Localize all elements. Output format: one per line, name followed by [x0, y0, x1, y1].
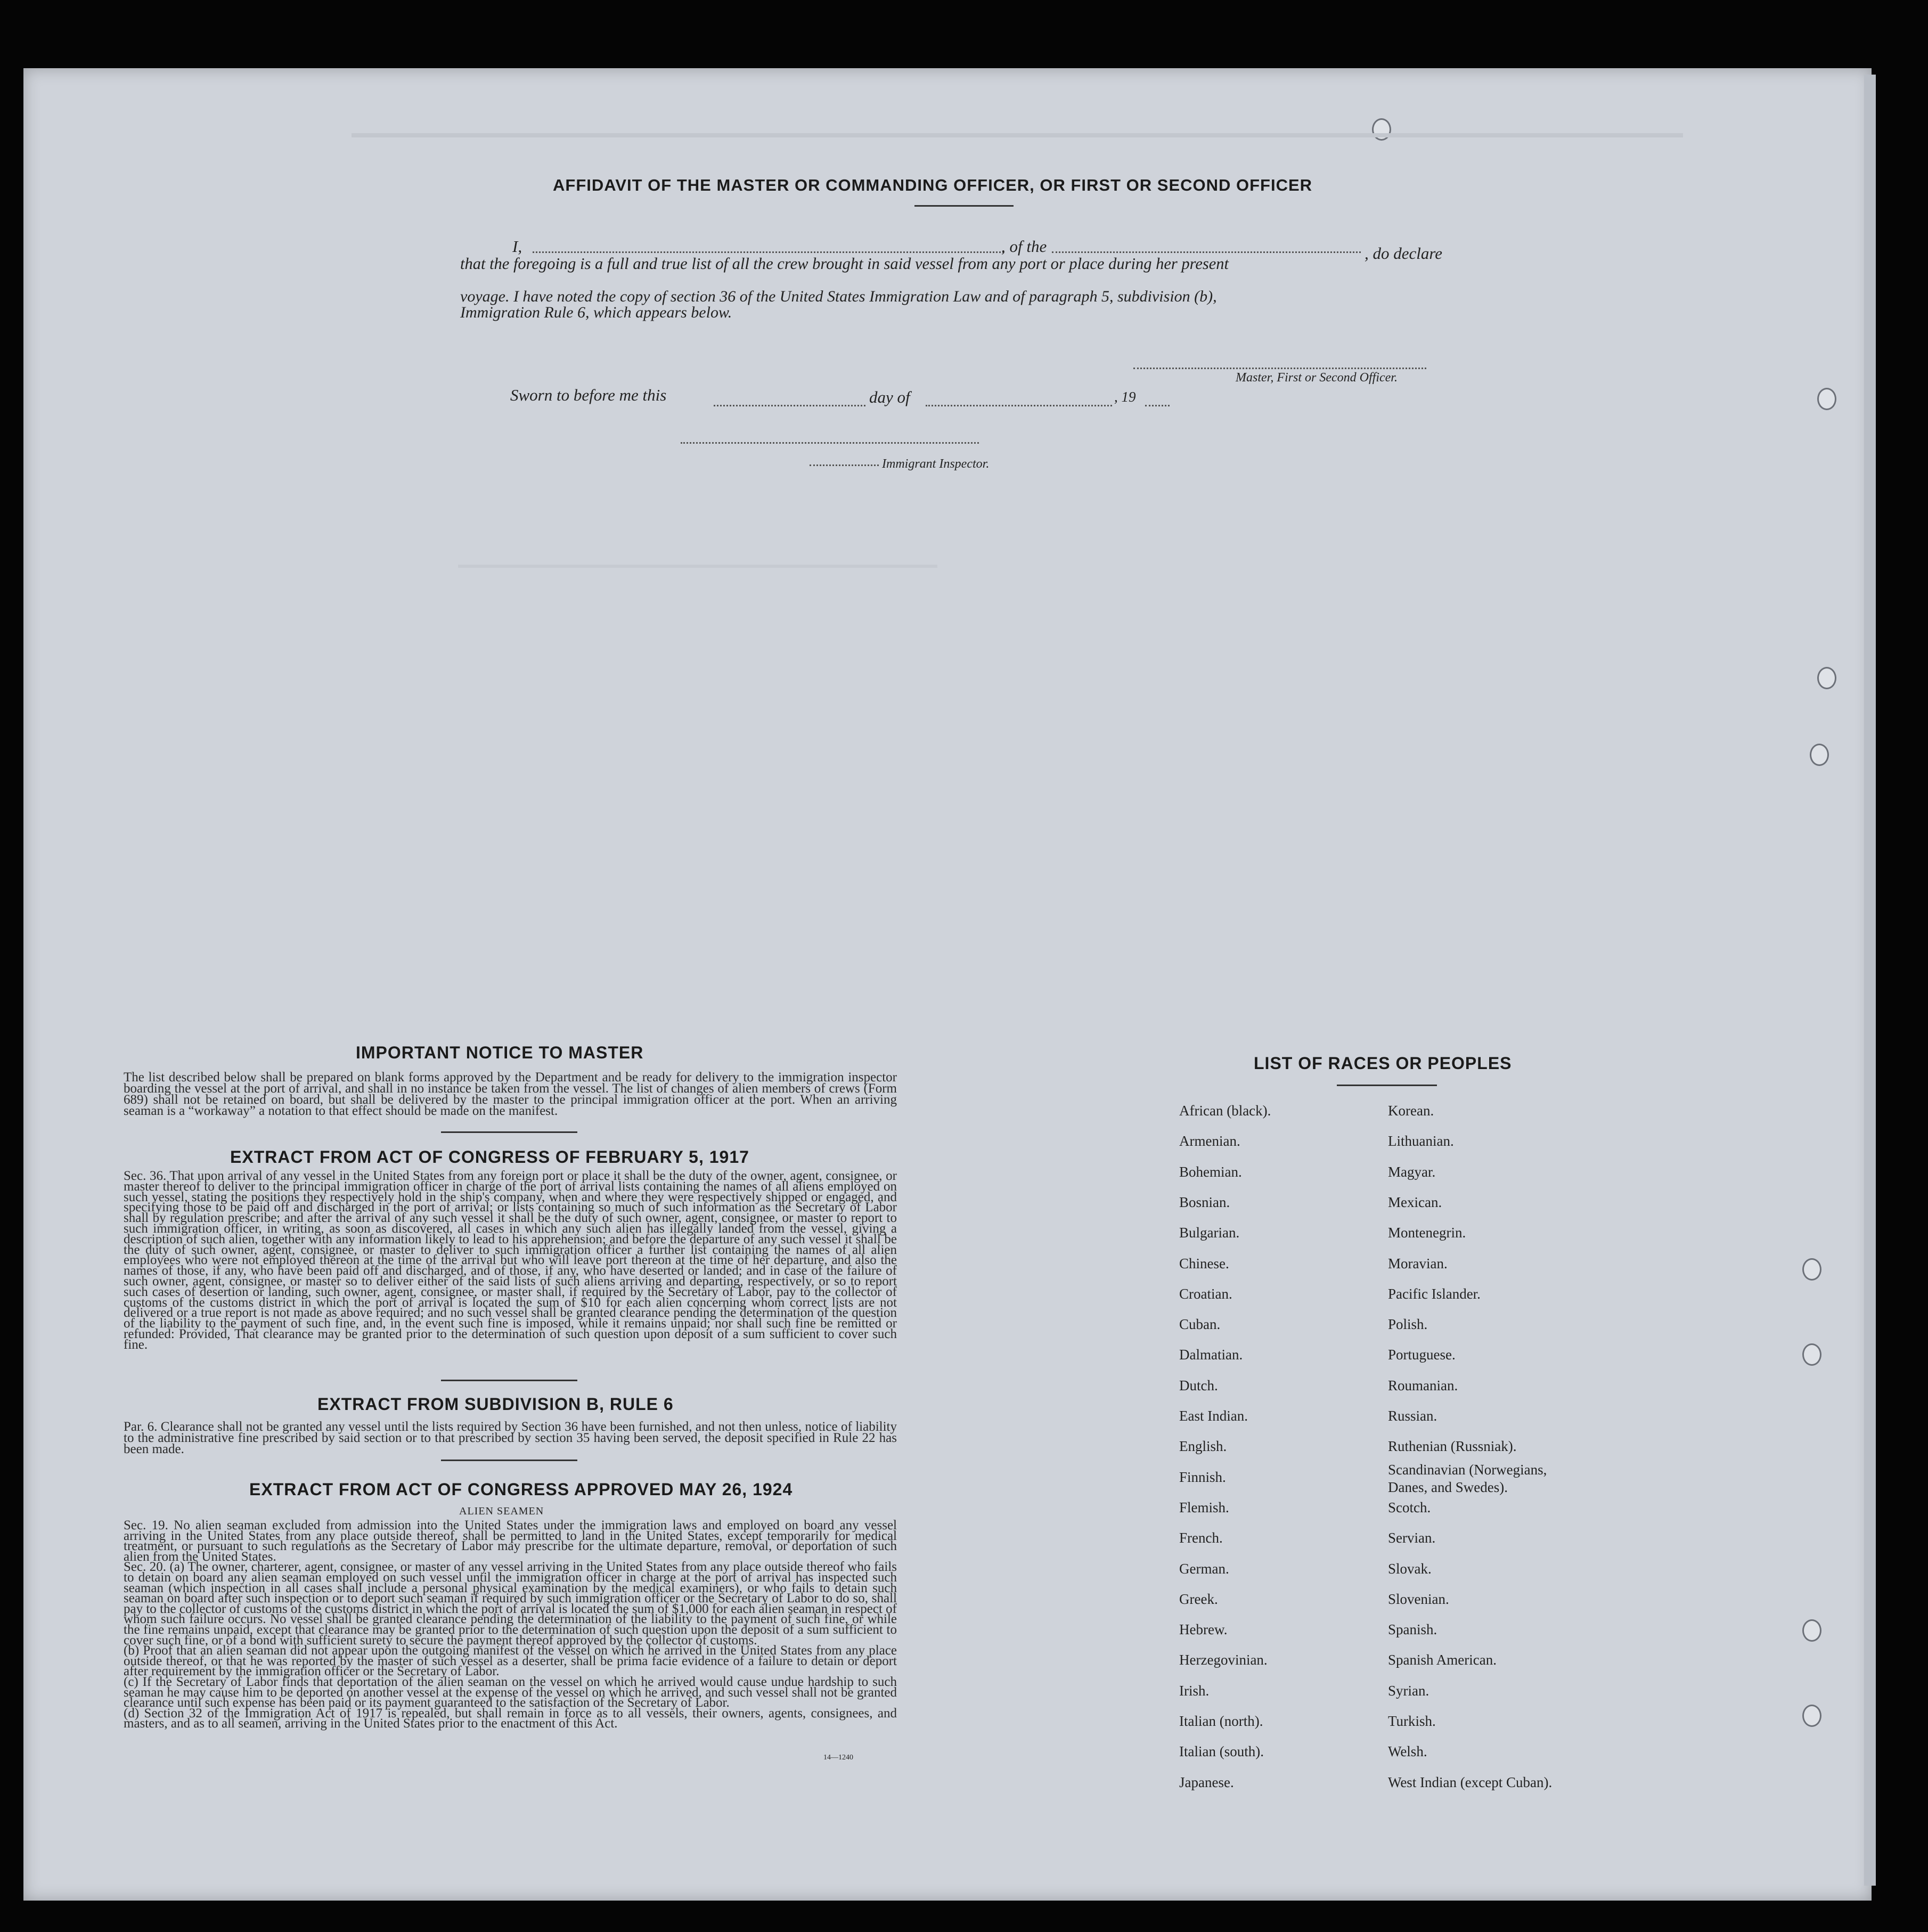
race-item: Magyar.	[1388, 1163, 1436, 1180]
race-item: Welsh.	[1388, 1743, 1427, 1760]
divider	[441, 1460, 577, 1461]
race-item: Armenian.	[1179, 1133, 1240, 1150]
divider	[441, 1131, 577, 1133]
extract-1924-subtitle: ALIEN SEAMEN	[459, 1505, 544, 1517]
sworn-month-field[interactable]	[926, 405, 1112, 406]
extract-1917-title: EXTRACT FROM ACT OF CONGRESS OF FEBRUARY 5, 1917	[230, 1147, 749, 1167]
race-item: Montenegrin.	[1388, 1225, 1466, 1241]
race-item: East Indian.	[1179, 1408, 1248, 1424]
title-underline	[914, 205, 1014, 207]
race-item: Bulgarian.	[1179, 1225, 1240, 1241]
race-item: Turkish.	[1388, 1713, 1436, 1729]
race-item: Dutch.	[1179, 1377, 1218, 1393]
race-item: German.	[1179, 1560, 1229, 1577]
race-item: Italian (north).	[1179, 1713, 1263, 1729]
sec-20d: (d) Section 32 of the Immigration Act of 1917 is repealed, but shall remain in force as to all vessels, their owners, agents, consignees, and masters, and as to all seamen, arriving in the United States prior to the enactment of this Act.	[124, 1706, 897, 1731]
affidavit-title: AFFIDAVIT OF THE MASTER OR COMMANDING OFFICER, OR FIRST OR SECOND OFFICER	[553, 176, 1313, 194]
affidavit-line-3: voyage. I have noted the copy of section 36 of the United States Immigration Law and of paragraph 5, subdivision (b),	[460, 288, 1217, 305]
notice-title: IMPORTANT NOTICE TO MASTER	[356, 1043, 644, 1062]
notice-body: The list described below shall be prepared on blank forms approved by the Department and be ready for delivery to the immigration inspector boarding the vessel at the port of arrival, and shall in no instance be taken from the vessel. The list of changes of alien members of crews (Form 689) shall not be retained on board, but shall be delivered by the master to the principal immigration officer at the port. When an arriving seaman is a “workaway” a notation to that effect should be made on the manifest.	[124, 1070, 897, 1118]
declarant-name-field[interactable]	[533, 251, 1004, 253]
race-item: Slovak.	[1388, 1560, 1432, 1577]
race-item: Italian (south).	[1179, 1743, 1264, 1760]
race-item: Servian.	[1388, 1530, 1436, 1546]
race-item: English.	[1179, 1438, 1227, 1455]
punch-hole	[1802, 1619, 1821, 1642]
page-edge	[1864, 75, 1876, 1886]
race-item: French.	[1179, 1530, 1223, 1546]
sworn-year-field[interactable]	[1145, 405, 1170, 406]
race-item: Polish.	[1388, 1316, 1428, 1333]
race-item: Dalmatian.	[1179, 1347, 1243, 1363]
day-of-label: day of	[869, 388, 910, 406]
race-item: Korean.	[1388, 1103, 1434, 1119]
race-item: Japanese.	[1179, 1774, 1234, 1790]
races-title: LIST OF RACES OR PEOPLES	[1254, 1054, 1512, 1073]
race-item: Hebrew.	[1179, 1621, 1228, 1638]
race-item: Roumanian.	[1388, 1377, 1458, 1393]
affidavit-line-2: that the foregoing is a full and true list of all the crew brought in said vessel from any port or place during her present	[460, 255, 1229, 273]
declarant-prefix: I,	[512, 237, 522, 256]
race-item-continuation: Danes, and Swedes).	[1388, 1479, 1508, 1495]
race-item: Ruthenian (Russniak).	[1388, 1438, 1517, 1455]
race-item: Spanish.	[1388, 1621, 1437, 1638]
race-item: Irish.	[1179, 1682, 1210, 1699]
affidavit-line-4: Immigration Rule 6, which appears below.	[460, 304, 732, 321]
affidavit-line-1	[512, 237, 522, 256]
race-item: Chinese.	[1179, 1255, 1229, 1271]
race-item: Bosnian.	[1179, 1194, 1230, 1210]
race-item: Mexican.	[1388, 1194, 1442, 1210]
of-the-label: , of the	[1001, 237, 1047, 256]
race-item: Flemish.	[1179, 1499, 1229, 1515]
race-item: Finnish.	[1179, 1469, 1226, 1485]
race-item: Bohemian.	[1179, 1163, 1242, 1180]
year-label: , 19	[1114, 389, 1136, 405]
form-number: 14—1240	[823, 1754, 853, 1762]
race-item: West Indian (except Cuban).	[1388, 1774, 1553, 1790]
punch-hole	[1802, 1343, 1821, 1366]
race-item: Croatian.	[1179, 1285, 1232, 1302]
race-item: Pacific Islander.	[1388, 1285, 1481, 1302]
race-item: Herzegovinian.	[1179, 1652, 1268, 1668]
punch-hole	[1817, 667, 1836, 689]
extract-rule6-title: EXTRACT FROM SUBDIVISION B, RULE 6	[317, 1395, 674, 1414]
extract-1924-title: EXTRACT FROM ACT OF CONGRESS APPROVED MAY 26, 1924	[249, 1480, 793, 1499]
inspector-signature-line-short[interactable]	[810, 464, 879, 466]
race-item: Portuguese.	[1388, 1347, 1456, 1363]
bleed-through-mark	[352, 133, 1683, 153]
master-signature-line[interactable]	[1133, 368, 1426, 369]
extract-1917-body: Sec. 36. That upon arrival of any vessel in the United States from any foreign port or place it shall be the duty of the owner, agent, consignee, or master thereof to deliver to the principal immigration officer in charge of the port of arrival lists containing the names of all aliens employed on such vessel, stating the positions they respectively hold in the ship's company, when and where they were respectively shipped or engaged, and specifying those to be paid off and discharged in the port of arrival; or lists containing so much of such information as the Secretary of Labor shall by regulation prescribe; and after the arrival of any such vessel it shall be the duty of such owner, agent, consignee, or master to report to such immigration officer, in writing, as soon as discovered, all cases in which any such alien has illegally landed from the vessel, giving a description of such alien, together with any information likely to lead to his apprehension; and before the departure of any such vessel it shall be the duty of such owner, agent, consignee, or master to deliver to such immigration officer a further list containing the names of all alien employees who were not employed thereon at the time of the arrival but who will leave port thereon at the time of her departure, and also the names of those, if any, who have been paid off and discharged, and of those, if any, who have deserted or landed; and in case of the failure of such owner, agent, consignee, or master so to deliver either of the said lists of such aliens arriving and departing, respectively, or so to report such cases of desertion or landing, such owner, agent, consignee, or master shall, if required by the Secretary of Labor, pay to the collector of customs of the customs district in which the port of arrival is located the sum of $10 for each alien concerning whom correct lists are not delivered or a true report is not made as above required; and no such vessel shall be granted clearance pending the determination of the question of the liability to the payment of such fine, and, in the event such fine is imposed, while it remains unpaid; nor shall such fine be remitted or refunded: Provided, That clearance may be granted prior to the determination of such question upon deposit of a sum sufficient to cover such fine.	[124, 1169, 897, 1352]
vessel-name-field[interactable]	[1052, 251, 1361, 253]
punch-hole	[1817, 388, 1836, 410]
extract-1924-body	[124, 1520, 897, 1729]
race-item: African (black).	[1179, 1103, 1271, 1119]
master-signature-label: Master, First or Second Officer.	[1236, 371, 1398, 385]
punch-hole	[1802, 1705, 1821, 1727]
sec-20b: (b) Proof that an alien seaman did not appear upon the outgoing manifest of the vessel on which he arrived in the United States from any place outside thereof, or that he was reported by the master of such vessel as a deserter, shall be prima facie evidence of a failure to detain or deport after requirement by the immigration officer or the Secretary of Labor.	[124, 1643, 897, 1679]
punch-hole	[1802, 1258, 1821, 1281]
divider	[1337, 1085, 1437, 1086]
sec-20a: Sec. 20. (a) The owner, charterer, agent, consignee, or master of any vessel arriving in the United States from any place outside thereof who fails to detain on board any alien seaman employed on such vessel until the immigration officer in charge at the port of arrival has inspected such seaman (which inspection in all cases shall include a personal physical examination by the medical examiners), or who fails to detain such seaman on board after such inspection or to deport such seaman if required by such immigration officer or the Secretary of Labor to do so, shall pay to the collector of customs of the customs district in which the port of arrival is located the sum of $1,000 for each alien seaman in respect of whom such failure occurs. No vessel shall be granted clearance pending the determination of the liability to the payment of such fine, or while the fine remains unpaid, except that clearance may be granted prior to the determination of such question upon the deposit of a sum sufficient to cover such fine, or of a bond with sufficient surety to secure the payment thereof approved by the collector of customs.	[124, 1560, 897, 1648]
inspector-label: Immigrant Inspector.	[882, 457, 990, 471]
punch-hole	[1810, 744, 1829, 766]
race-item: Spanish American.	[1388, 1652, 1497, 1668]
race-item: Russian.	[1388, 1408, 1437, 1424]
race-item: Lithuanian.	[1388, 1133, 1454, 1150]
bleed-through-mark	[458, 565, 937, 578]
sec-20c: (c) If the Secretary of Labor finds that deportation of the alien seaman on the vessel on which he arrived would cause undue hardship to such seaman he may cause him to be deported on another vessel at the expense of the vessel on which he arrived, and such vessel shall not be granted clearance until such expense has been paid or its payment guaranteed to the satisfaction of the Secretary of Labor.	[124, 1674, 897, 1710]
race-item: Greek.	[1179, 1591, 1218, 1607]
inspector-signature-line[interactable]	[681, 442, 979, 444]
race-item: Scandinavian (Norwegians,	[1388, 1461, 1547, 1478]
race-item: Cuban.	[1179, 1316, 1221, 1333]
divider	[441, 1380, 577, 1381]
race-item: Scotch.	[1388, 1499, 1431, 1515]
race-item: Moravian.	[1388, 1255, 1448, 1271]
sec-19: Sec. 19. No alien seaman excluded from admission into the United States under the immigration laws and employed on board any vessel arriving in the United States from any place outside thereof, shall be permitted to land in the United States, except temporarily for medical treatment, or pursuant to such regulations as the Secretary of Labor may prescribe for the ultimate departure, removal, or deportation of such alien from the United States.	[124, 1518, 897, 1564]
sworn-label: Sworn to before me this	[510, 386, 667, 404]
race-item: Syrian.	[1388, 1682, 1429, 1699]
sworn-day-field[interactable]	[714, 405, 865, 406]
do-declare-label: , do declare	[1365, 244, 1443, 263]
extract-rule6-body: Par. 6. Clearance shall not be granted any vessel until the lists required by Section 36 have been furnished, and not then unless, notice of liability to the administrative fine prescribed by said section or to that prescribed by section 35 having been served, the deposit specified in Rule 22 has been made.	[124, 1420, 897, 1456]
race-item: Slovenian.	[1388, 1591, 1449, 1607]
